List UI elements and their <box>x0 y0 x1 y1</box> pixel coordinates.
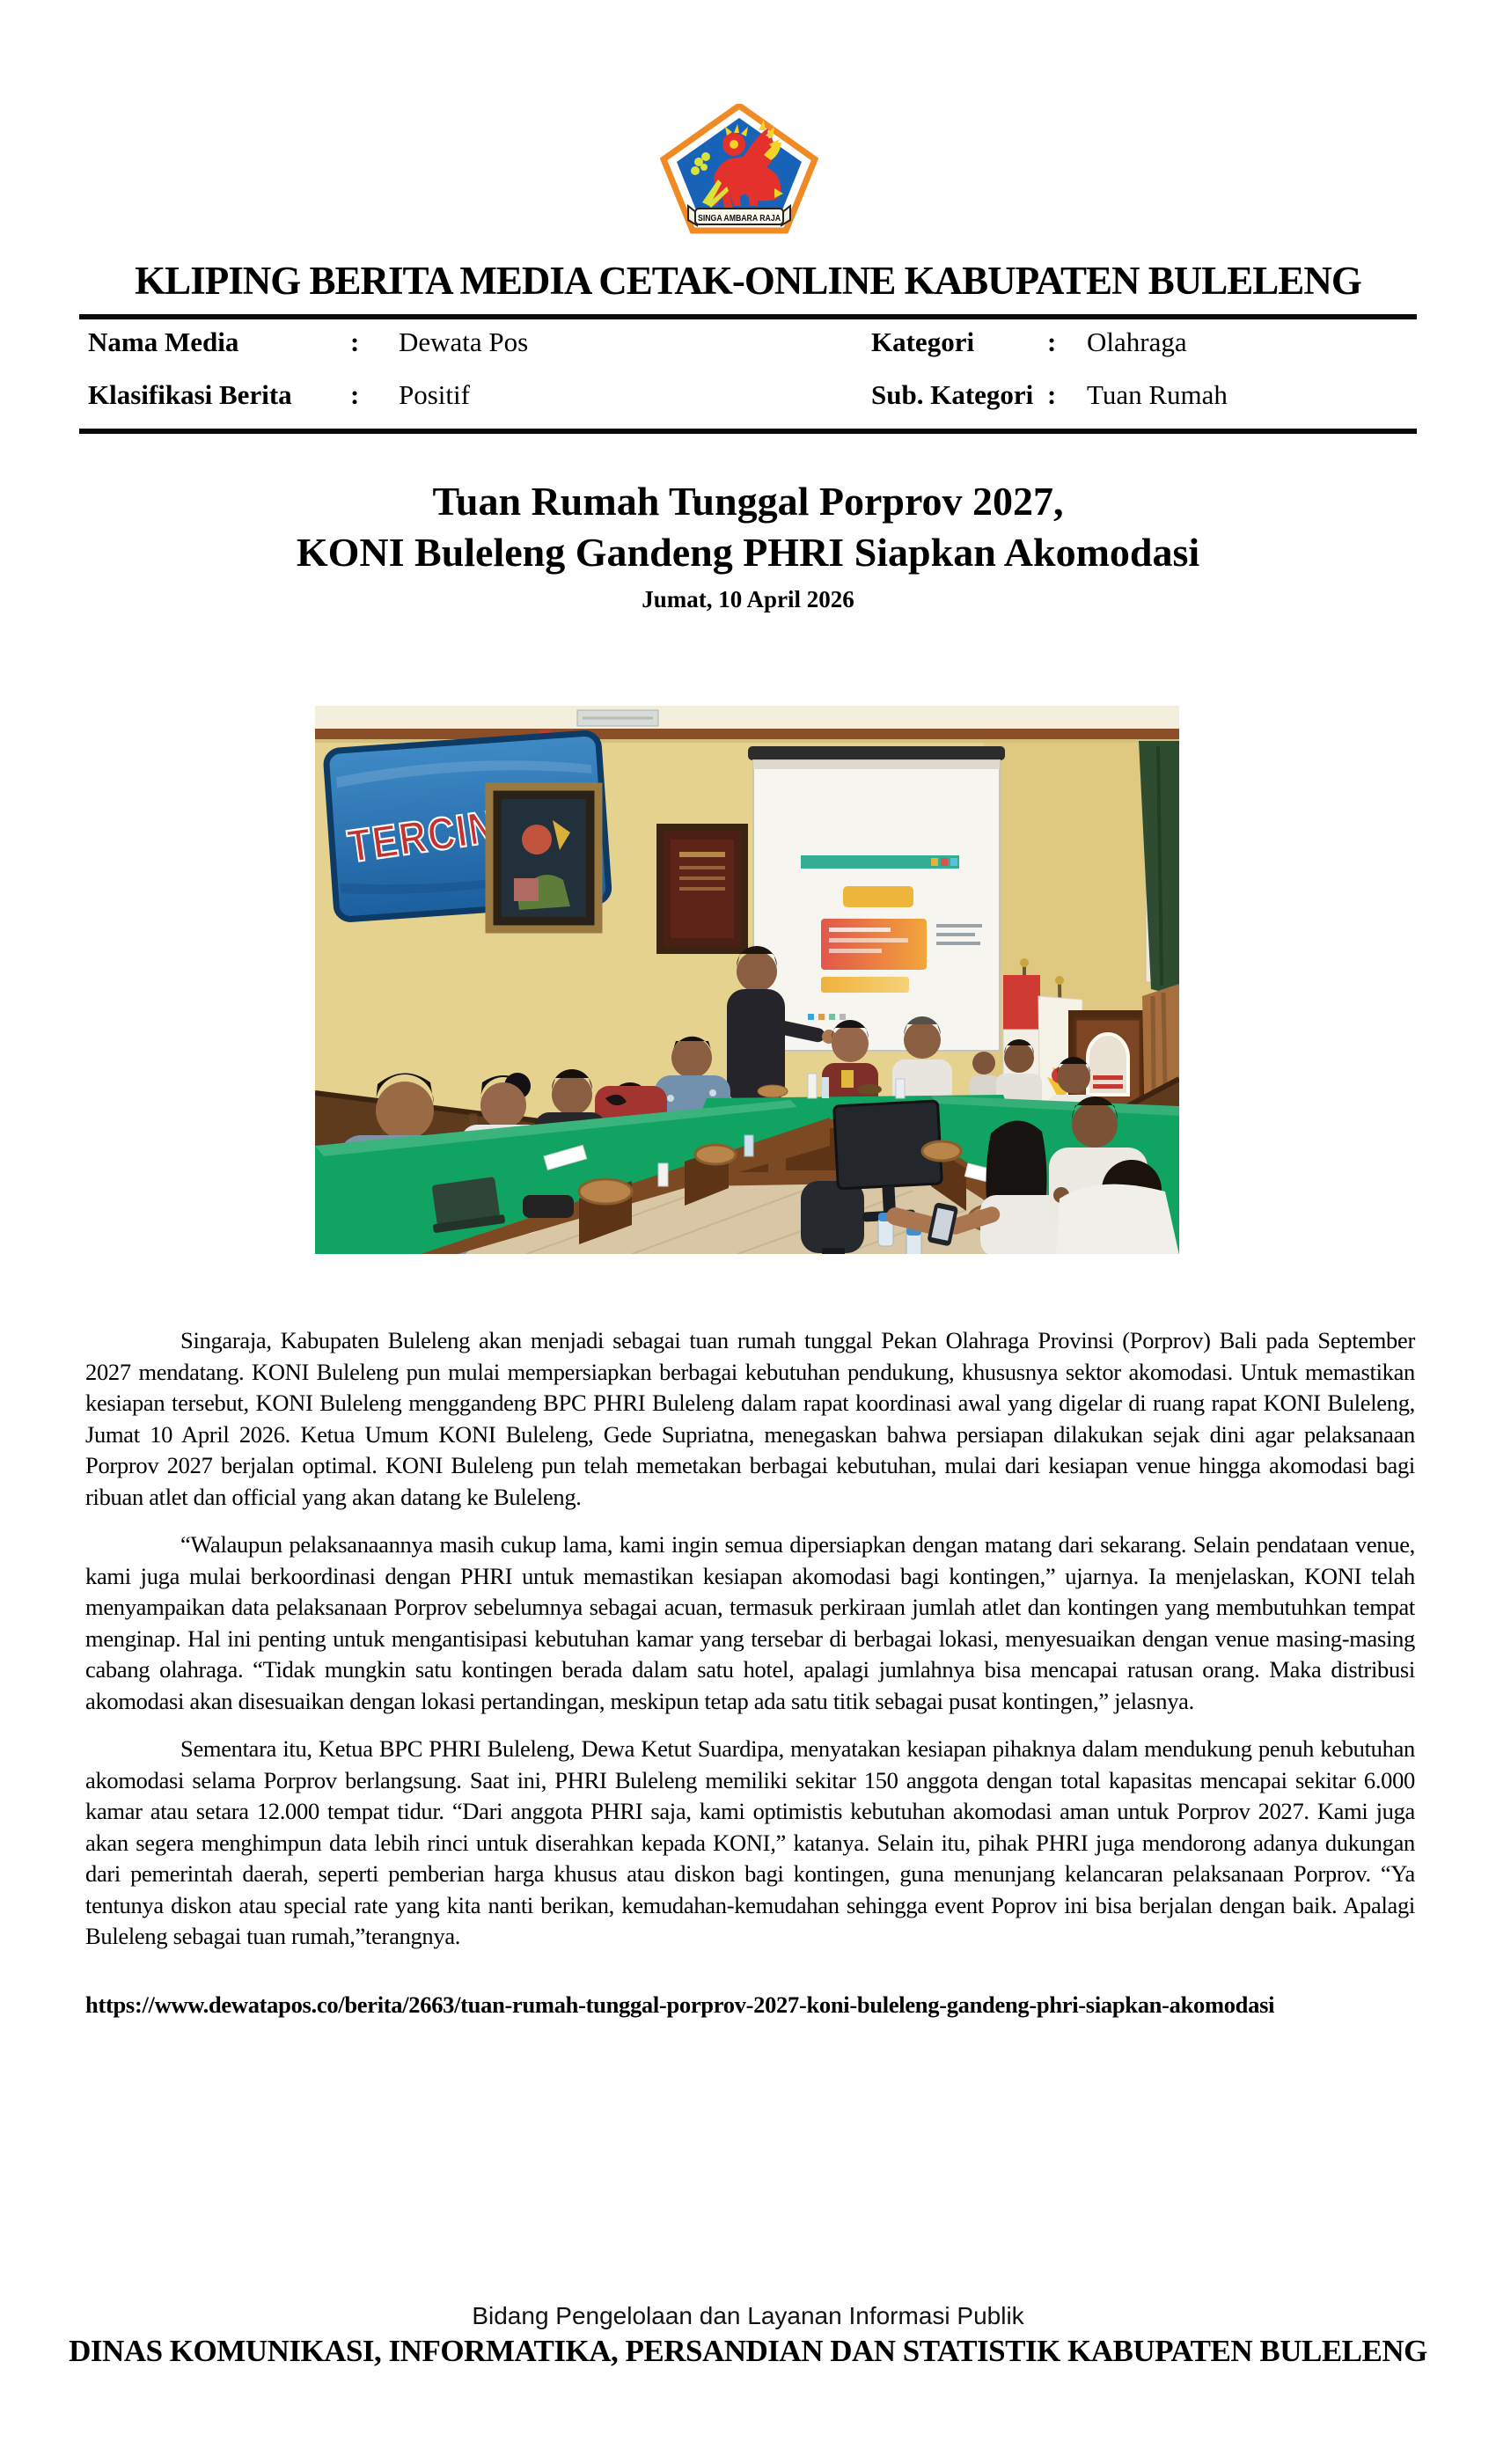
meta-colon: : <box>1047 326 1057 357</box>
buleleng-coat-of-arms <box>660 104 818 234</box>
coat-of-arms-graphic <box>660 104 818 234</box>
meta-label: Nama Media <box>88 326 239 357</box>
footer-agency: DINAS KOMUNIKASI, INFORMATIKA, PERSANDIAN DAN STATISTIK KABUPATEN BULELENG <box>69 2334 1427 2368</box>
article-body <box>85 1325 1415 2037</box>
meta-label: Kategori <box>871 326 975 357</box>
meta-label: Sub. Kategori <box>871 379 1034 410</box>
meta-value: Olahraga <box>1087 326 1187 357</box>
picture-frame-1 <box>489 787 598 929</box>
meta-colon: : <box>1047 379 1057 410</box>
meta-row-klasifikasi <box>88 379 470 411</box>
picture-frame-2 <box>660 827 744 950</box>
logo-ribbon <box>688 206 790 225</box>
meta-row-nama-media <box>88 326 528 358</box>
meta-value: Positif <box>399 379 470 410</box>
divider-top <box>79 314 1417 319</box>
article-title-line2: KONI Buleleng Gandeng PHRI Siapkan Akomodasi <box>296 530 1200 575</box>
projector-screen <box>748 746 1005 1051</box>
paragraph-1: Singaraja, Kabupaten Buleleng akan menjadi sebagai tuan rumah tunggal Pekan Olahraga Provinsi (Porprov) Bali pada September 2027 mendatang. KONI Buleleng pun mulai mempersiapkan berbagai kebutuhan pendukung, khususnya sektor akomodasi. Untuk memastikan kesiapan tersebut, KONI Buleleng menggandeng BPC PHRI Buleleng dalam rapat koordinasi awal yang digelar di ruang rapat KONI Buleleng, Jumat 10 April 2026. Ketua Umum KONI Buleleng, Gede Supriatna, menegaskan bahwa persiapan dilakukan sejak dini agar pelaksanaan Porprov 2027 berjalan optimal. KONI Buleleng pun telah memetakan berbagai kebutuhan, mulai dari kesiapan venue hingga akomodasi bagi ribuan atlet dan official yang akan datang ke Buleleng. <box>85 1327 1415 1510</box>
cornice-molding <box>315 729 1179 739</box>
article-photo-meeting-room <box>315 706 1179 1254</box>
footer-division: Bidang Pengelolaan dan Layanan Informasi Publik <box>472 2302 1024 2329</box>
meta-value: Tuan Rumah <box>1087 379 1228 410</box>
article-title-line1: Tuan Rumah Tunggal Porprov 2027, <box>432 479 1064 524</box>
meta-label: Klasifikasi Berita <box>88 379 292 410</box>
paragraph-2: “Walaupun pelaksanaannya masih cukup lama, kami ingin semua dipersiapkan dengan matang dari sekarang. Selain pendataan venue, kami juga mulai berkoordinasi dengan PHRI untuk memastikan kesiapan akomodasi bagi kontingen,” ujarnya. Ia menjelaskan, KONI telah menyampaikan data pelaksanaan Porprov sebelumnya sebagai acuan, termasuk perkiraan jumlah atlet dan kontingen yang membutuhkan tempat menginap. Hal ini penting untuk mengantisipasi kebutuhan kamar yang tersebar di berbagai lokasi, menyesuaikan dengan venue masing-masing cabang olahraga. “Tidak mungkin satu kontingen berada dalam satu hotel, apalagi jumlahnya bisa mencapai ratusan orang. Maka distribusi akomodasi akan disesuaikan dengan lokasi pertandingan, meskipun tetap ada satu titik sebagai pusat kontingen,” jelasnya. <box>85 1531 1415 1714</box>
logo-ribbon-text: SINGA AMBARA RAJA <box>698 214 781 224</box>
divider-bottom <box>79 429 1417 434</box>
meta-row-kategori <box>871 326 1187 358</box>
meta-value: Dewata Pos <box>399 326 529 357</box>
meta-colon: : <box>350 326 360 357</box>
office-chair <box>801 1181 864 1254</box>
ceiling <box>315 706 1179 729</box>
meeting-photo-graphic <box>315 706 1179 1254</box>
meta-row-sub-kategori <box>871 379 1228 411</box>
meta-colon: : <box>350 379 360 410</box>
page-title: KLIPING BERITA MEDIA CETAK-ONLINE KABUPATEN BULELENG <box>135 259 1361 303</box>
article-date: Jumat, 10 April 2026 <box>642 586 854 612</box>
paragraph-3: Sementara itu, Ketua BPC PHRI Buleleng, Dewa Ketut Suardipa, menyatakan kesiapan pihaknya dalam mendukung penuh kebutuhan akomodasi selama Porprov berlangsung. Saat ini, PHRI Buleleng memiliki sekitar 150 anggota dengan total kapasitas mencapai sekitar 6.000 kamar atau setara 12.000 tempat tidur. “Dari anggota PHRI saja, kami optimistis kebutuhan akomodasi aman untuk Porprov 2027. Kami juga akan segera menghimpun data lebih rinci untuk diserahkan kepada KONI,” katanya. Selain itu, pihak PHRI juga mendorong adanya dukungan dari pemerintah daerah, seperti pemberian harga khusus atau diskon bagi kontingen, guna menunjang kelancaran pelaksanaan Porprov. “Ya tentunya diskon atau special rate yang kita nanti berikan, kemudahan-kemudahan sehingga event Poprov ini bisa berjalan dengan baik. Apalagi Buleleng sebagai tuan rumah,”terangnya. <box>85 1735 1415 1949</box>
source-url: https://www.dewatapos.co/berita/2663/tuan-rumah-tunggal-porprov-2027-koni-buleleng-gandeng-phri-siapkan-akomodasi <box>85 1991 1275 2018</box>
